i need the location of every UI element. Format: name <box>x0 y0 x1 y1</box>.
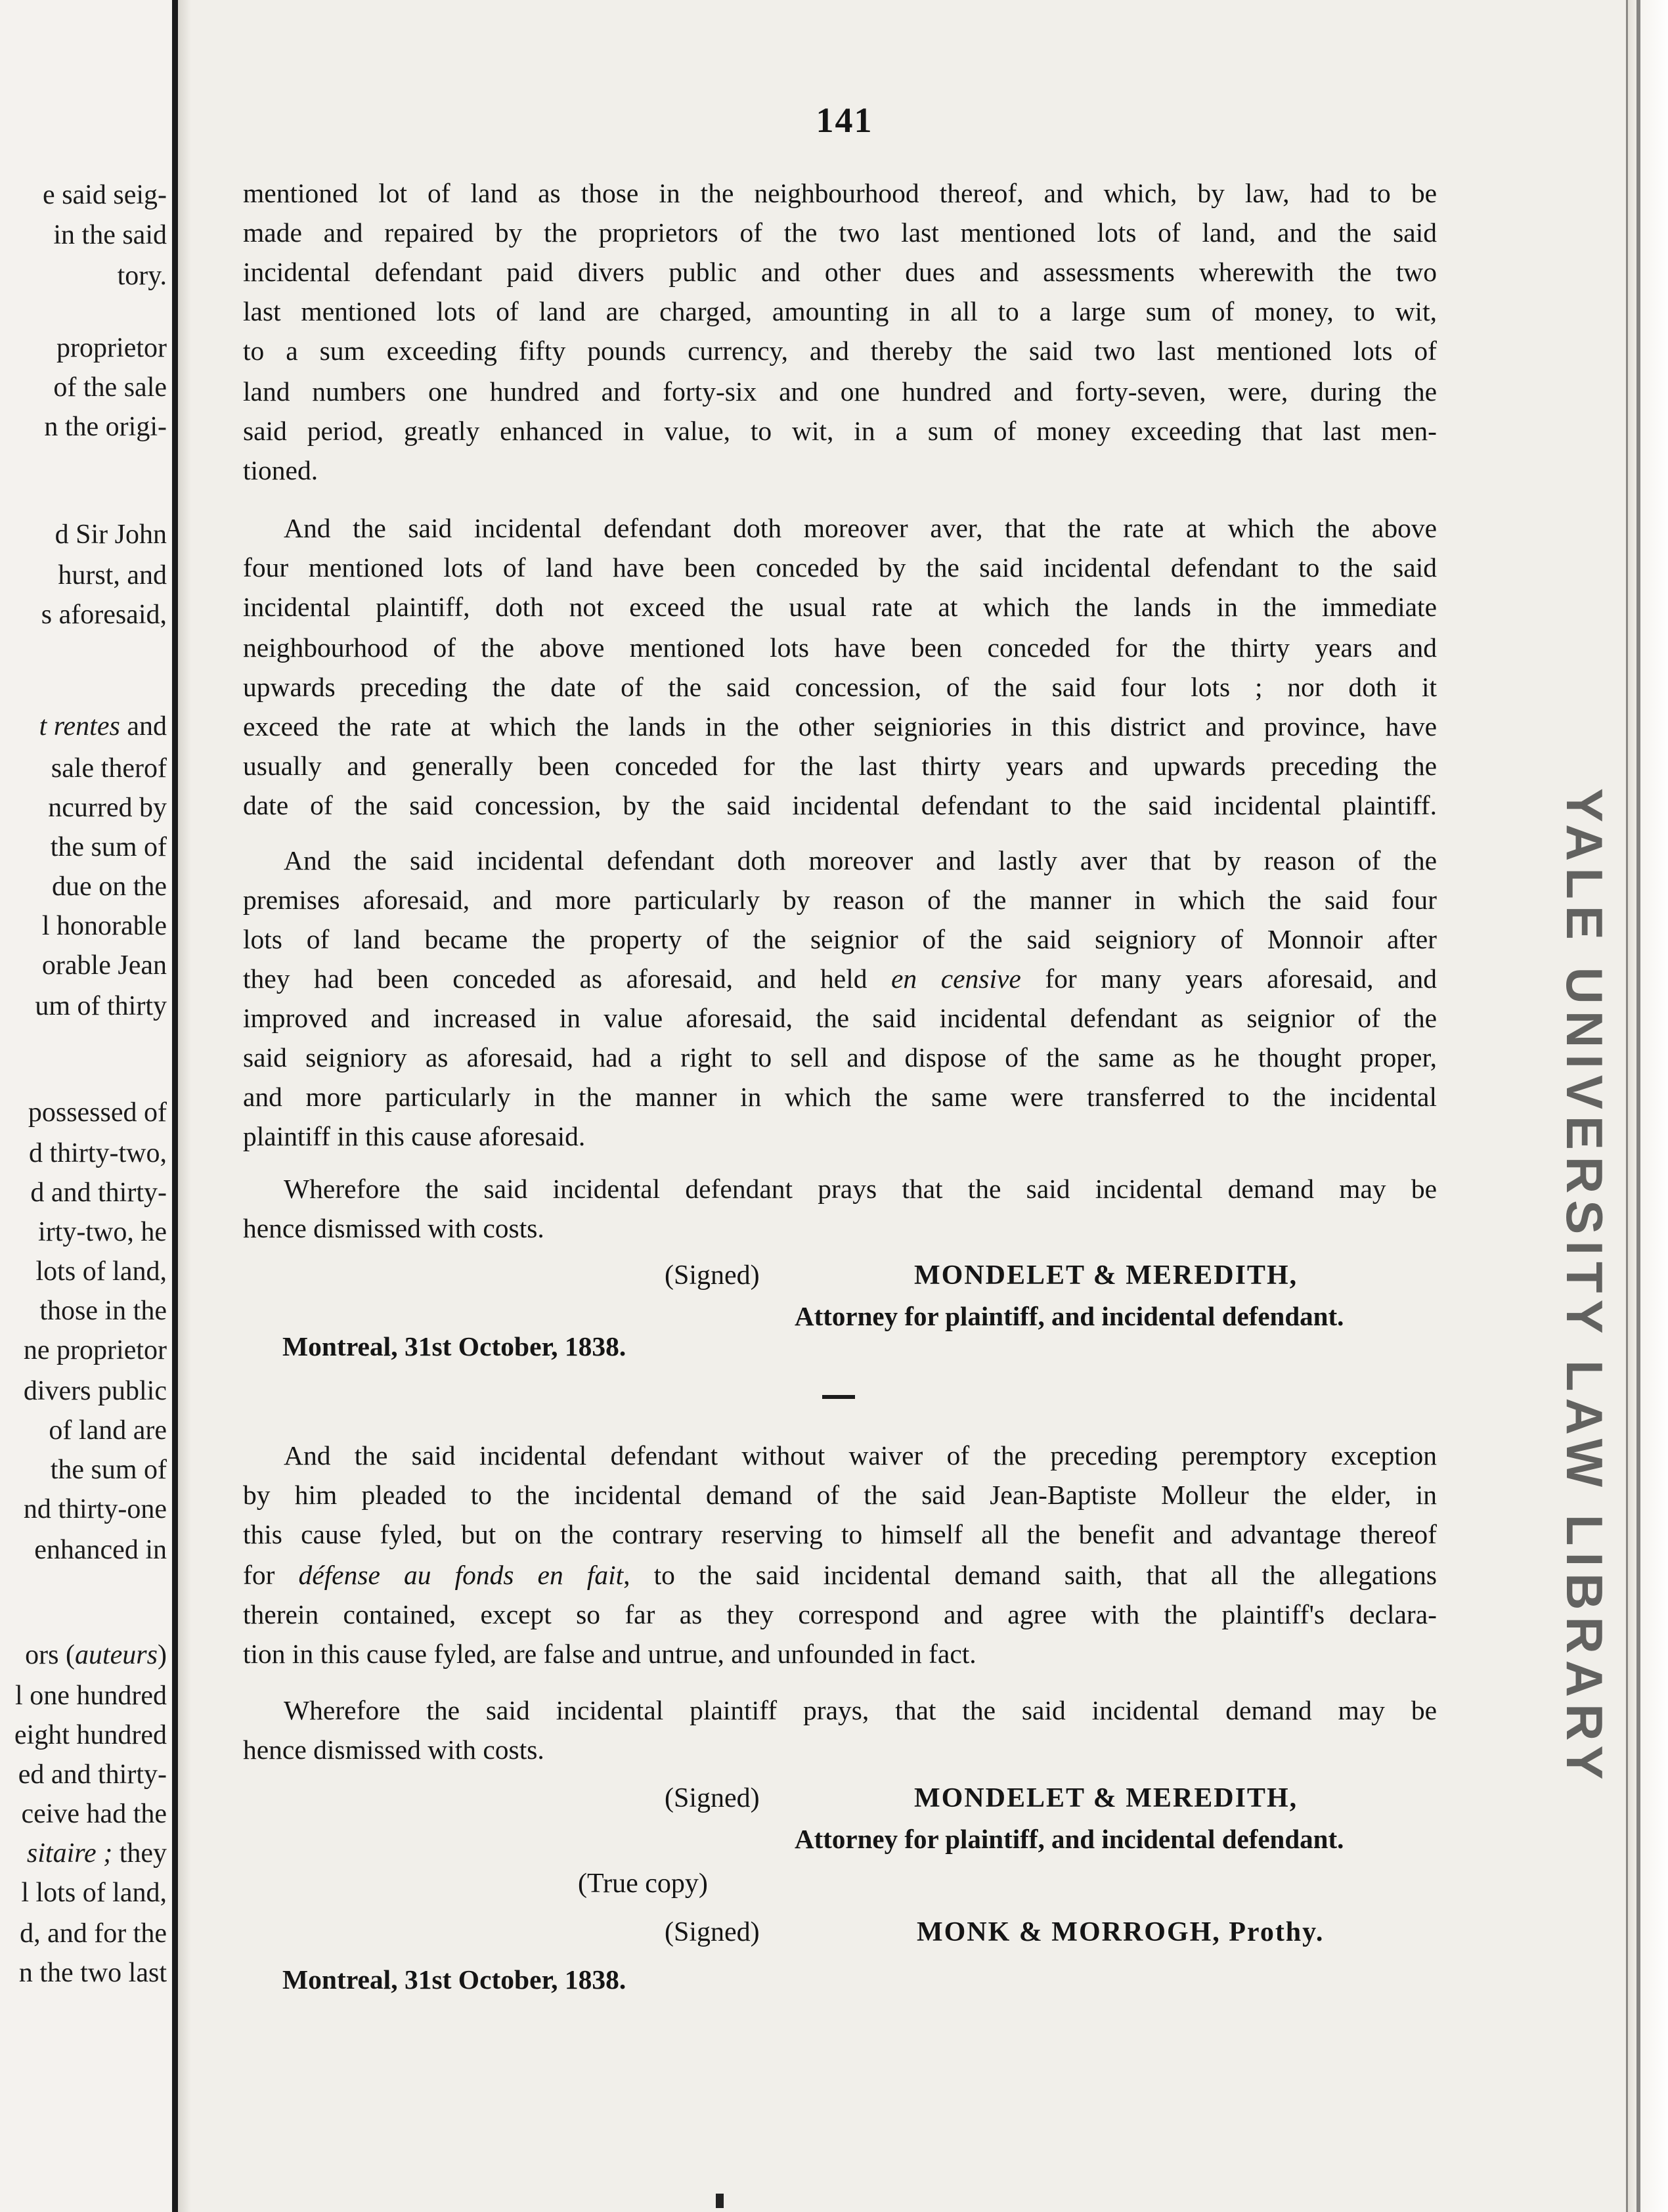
body-line: usually and generally been conceded for the last thirty years and upwards preceding the <box>243 751 1437 781</box>
section-divider <box>822 1395 855 1399</box>
facing-page-line: l lots of land, <box>21 1878 167 1908</box>
facing-page-line: enhanced in <box>34 1535 167 1565</box>
facing-page-line: d and thirty- <box>30 1178 167 1208</box>
attorney-role: Attorney for plaintiff, and incidental defendant. <box>795 1824 1344 1854</box>
facing-page-line: possessed of <box>28 1097 167 1128</box>
body-line: this cause fyled, but on the contrary reserving to himself all the benefit and advantage thereof <box>243 1519 1437 1549</box>
facing-page-line: those in the <box>39 1296 167 1326</box>
facing-page-line: orable Jean <box>41 950 167 981</box>
body-line: tion in this cause fyled, are false and untrue, and unfounded in fact. <box>243 1639 977 1669</box>
body-line: mentioned lot of land as those in the neighbourhood thereof, and which, by law, had to be <box>243 178 1437 208</box>
facing-page-line: d, and for the <box>20 1918 167 1949</box>
italic-term: t rentes <box>39 711 120 741</box>
signed-label: (Signed) <box>665 1260 760 1291</box>
facing-page-line: sitaire ; they <box>26 1838 167 1869</box>
prothonotary-firm: MONK & MORROGH, Prothy. <box>917 1917 1325 1947</box>
body-line: made and repaired by the proprietors of the two last mentioned lots of land, and the said <box>243 217 1437 248</box>
body-line: lots of land became the property of the seignior of the said seigniory of Monnoir after <box>243 924 1437 954</box>
facing-page-line: tory. <box>117 261 167 291</box>
print-mark <box>716 2194 724 2208</box>
body-line: Wherefore the said incidental defendant prays that the said incidental demand may be <box>284 1174 1437 1204</box>
body-line: tioned. <box>243 455 318 485</box>
facing-page-line: proprietor <box>56 333 167 363</box>
page-edge <box>1626 0 1668 2212</box>
facing-page-line: eight hundred <box>14 1720 167 1750</box>
facing-page-line: nd thirty-one <box>23 1494 167 1524</box>
facing-page-line: l honorable <box>41 911 167 941</box>
facing-page-line: n the origi- <box>44 412 167 442</box>
facing-page-line: irty-two, he <box>38 1217 167 1247</box>
body-line: by him pleaded to the incidental demand of the said Jean-Baptiste Molleur the elder, in <box>243 1480 1437 1510</box>
body-line: improved and increased in value aforesaid, the said incidental defendant as seignior of the <box>243 1003 1437 1033</box>
attorney-firm: MONDELET & MEREDITH, <box>914 1783 1298 1813</box>
body-line: therein contained, except so far as they correspond and agree with the plaintiff's declara- <box>243 1599 1437 1629</box>
facing-page-line: sale therof <box>51 753 167 784</box>
facing-page-line: of the sale <box>53 372 167 403</box>
facing-page-line: t rentes and <box>39 711 167 741</box>
facing-page-line: ors (auteurs) <box>25 1640 167 1670</box>
body-line: date of the said concession, by the said incidental defendant to the said incidental plaintiff. <box>243 790 1437 820</box>
body-line: for défense au fonds en fait, to the said incidental demand saith, that all the allegations <box>243 1560 1437 1590</box>
body-line: And the said incidental defendant doth moreover aver, that the rate at which the above <box>284 513 1437 543</box>
body-line: and more particularly in the manner in which the same were transferred to the incidental <box>243 1082 1437 1112</box>
body-line: premises aforesaid, and more particularly by reason of the manner in which the said four <box>243 885 1437 915</box>
body-line: hence dismissed with costs. <box>243 1735 544 1765</box>
facing-page-line: e said seig- <box>43 180 167 210</box>
body-line: incidental defendant paid divers public and other dues and assessments wherewith the two <box>243 257 1437 287</box>
facing-page-line: l one hundred <box>15 1681 167 1711</box>
attorney-role: Attorney for plaintiff, and incidental defendant. <box>795 1301 1344 1331</box>
facing-page-line: the sum of <box>50 1455 167 1485</box>
facing-page-line: divers public <box>23 1376 167 1406</box>
facing-page-line: ne proprietor <box>23 1335 167 1365</box>
edge-rule <box>1636 0 1640 2212</box>
signature-date: Montreal, 31st October, 1838. <box>282 1964 626 1995</box>
body-line: And the said incidental defendant without waiver of the preceding peremptory exception <box>284 1440 1437 1471</box>
facing-page-line: lots of land, <box>35 1256 167 1287</box>
facing-page-strip <box>0 0 178 2212</box>
latin-term: en censive <box>891 963 1021 994</box>
body-line: upwards preceding the date of the said concession, of the said four lots ; nor doth it <box>243 672 1437 702</box>
body-line: four mentioned lots of land have been conceded by the said incidental defendant to the said <box>243 552 1437 583</box>
signed-label: (Signed) <box>665 1917 760 1947</box>
body-line: exceed the rate at which the lands in the other seigniories in this district and province, have <box>243 711 1437 741</box>
facing-page-line: hurst, and <box>58 560 167 590</box>
signature-date: Montreal, 31st October, 1838. <box>282 1331 626 1361</box>
french-legal-term: défense au fonds en fait <box>298 1560 624 1590</box>
body-line: And the said incidental defendant doth moreover and lastly aver that by reason of the <box>284 845 1437 875</box>
signed-label: (Signed) <box>665 1783 760 1813</box>
facing-page-line: ncurred by <box>48 793 167 823</box>
facing-page-line: of land are <box>49 1415 167 1446</box>
library-stamp: YALE UNIVERSITY LAW LIBRARY <box>1556 788 1613 1786</box>
body-line: said seigniory as aforesaid, had a right to sell and dispose of the same as he thought proper, <box>243 1042 1437 1073</box>
facing-page-line: s aforesaid, <box>41 600 167 630</box>
body-line: land numbers one hundred and forty-six and one hundred and forty-seven, were, during the <box>243 376 1437 407</box>
facing-page-line: ceive had the <box>21 1799 167 1829</box>
body-line: plaintiff in this cause aforesaid. <box>243 1121 586 1151</box>
body-line: to a sum exceeding fifty pounds currency, and thereby the said two last mentioned lots of <box>243 336 1437 366</box>
facing-page-line: due on the <box>52 872 167 902</box>
true-copy-label: (True copy) <box>578 1869 708 1899</box>
italic-term: auteurs <box>75 1640 158 1670</box>
facing-page-line: d Sir John <box>55 520 167 550</box>
facing-page-line: the sum of <box>50 832 167 862</box>
italic-term: sitaire ; <box>26 1838 113 1869</box>
body-line: hence dismissed with costs. <box>243 1213 544 1243</box>
body-line: Wherefore the said incidental plaintiff prays, that the said incidental demand may be <box>284 1695 1437 1725</box>
page-gutter <box>178 0 191 2212</box>
facing-page-line: in the said <box>53 220 167 250</box>
facing-page-line: d thirty-two, <box>29 1138 167 1168</box>
page-number: 141 <box>816 100 873 140</box>
body-line: incidental plaintiff, doth not exceed the usual rate at which the lands in the immediate <box>243 592 1437 622</box>
facing-page-line: ed and thirty- <box>18 1759 167 1790</box>
body-line: neighbourhood of the above mentioned lots have been conceded for the thirty years and <box>243 632 1437 663</box>
body-line: last mentioned lots of land are charged, amounting in all to a large sum of money, to wit, <box>243 296 1437 326</box>
facing-page-line: n the two last <box>18 1958 167 1988</box>
body-line: said period, greatly enhanced in value, to wit, in a sum of money exceeding that last men- <box>243 416 1437 446</box>
body-line: they had been conceded as aforesaid, and held en censive for many years aforesaid, and <box>243 963 1437 994</box>
attorney-firm: MONDELET & MEREDITH, <box>914 1260 1298 1291</box>
facing-page-line: um of thirty <box>35 991 167 1021</box>
